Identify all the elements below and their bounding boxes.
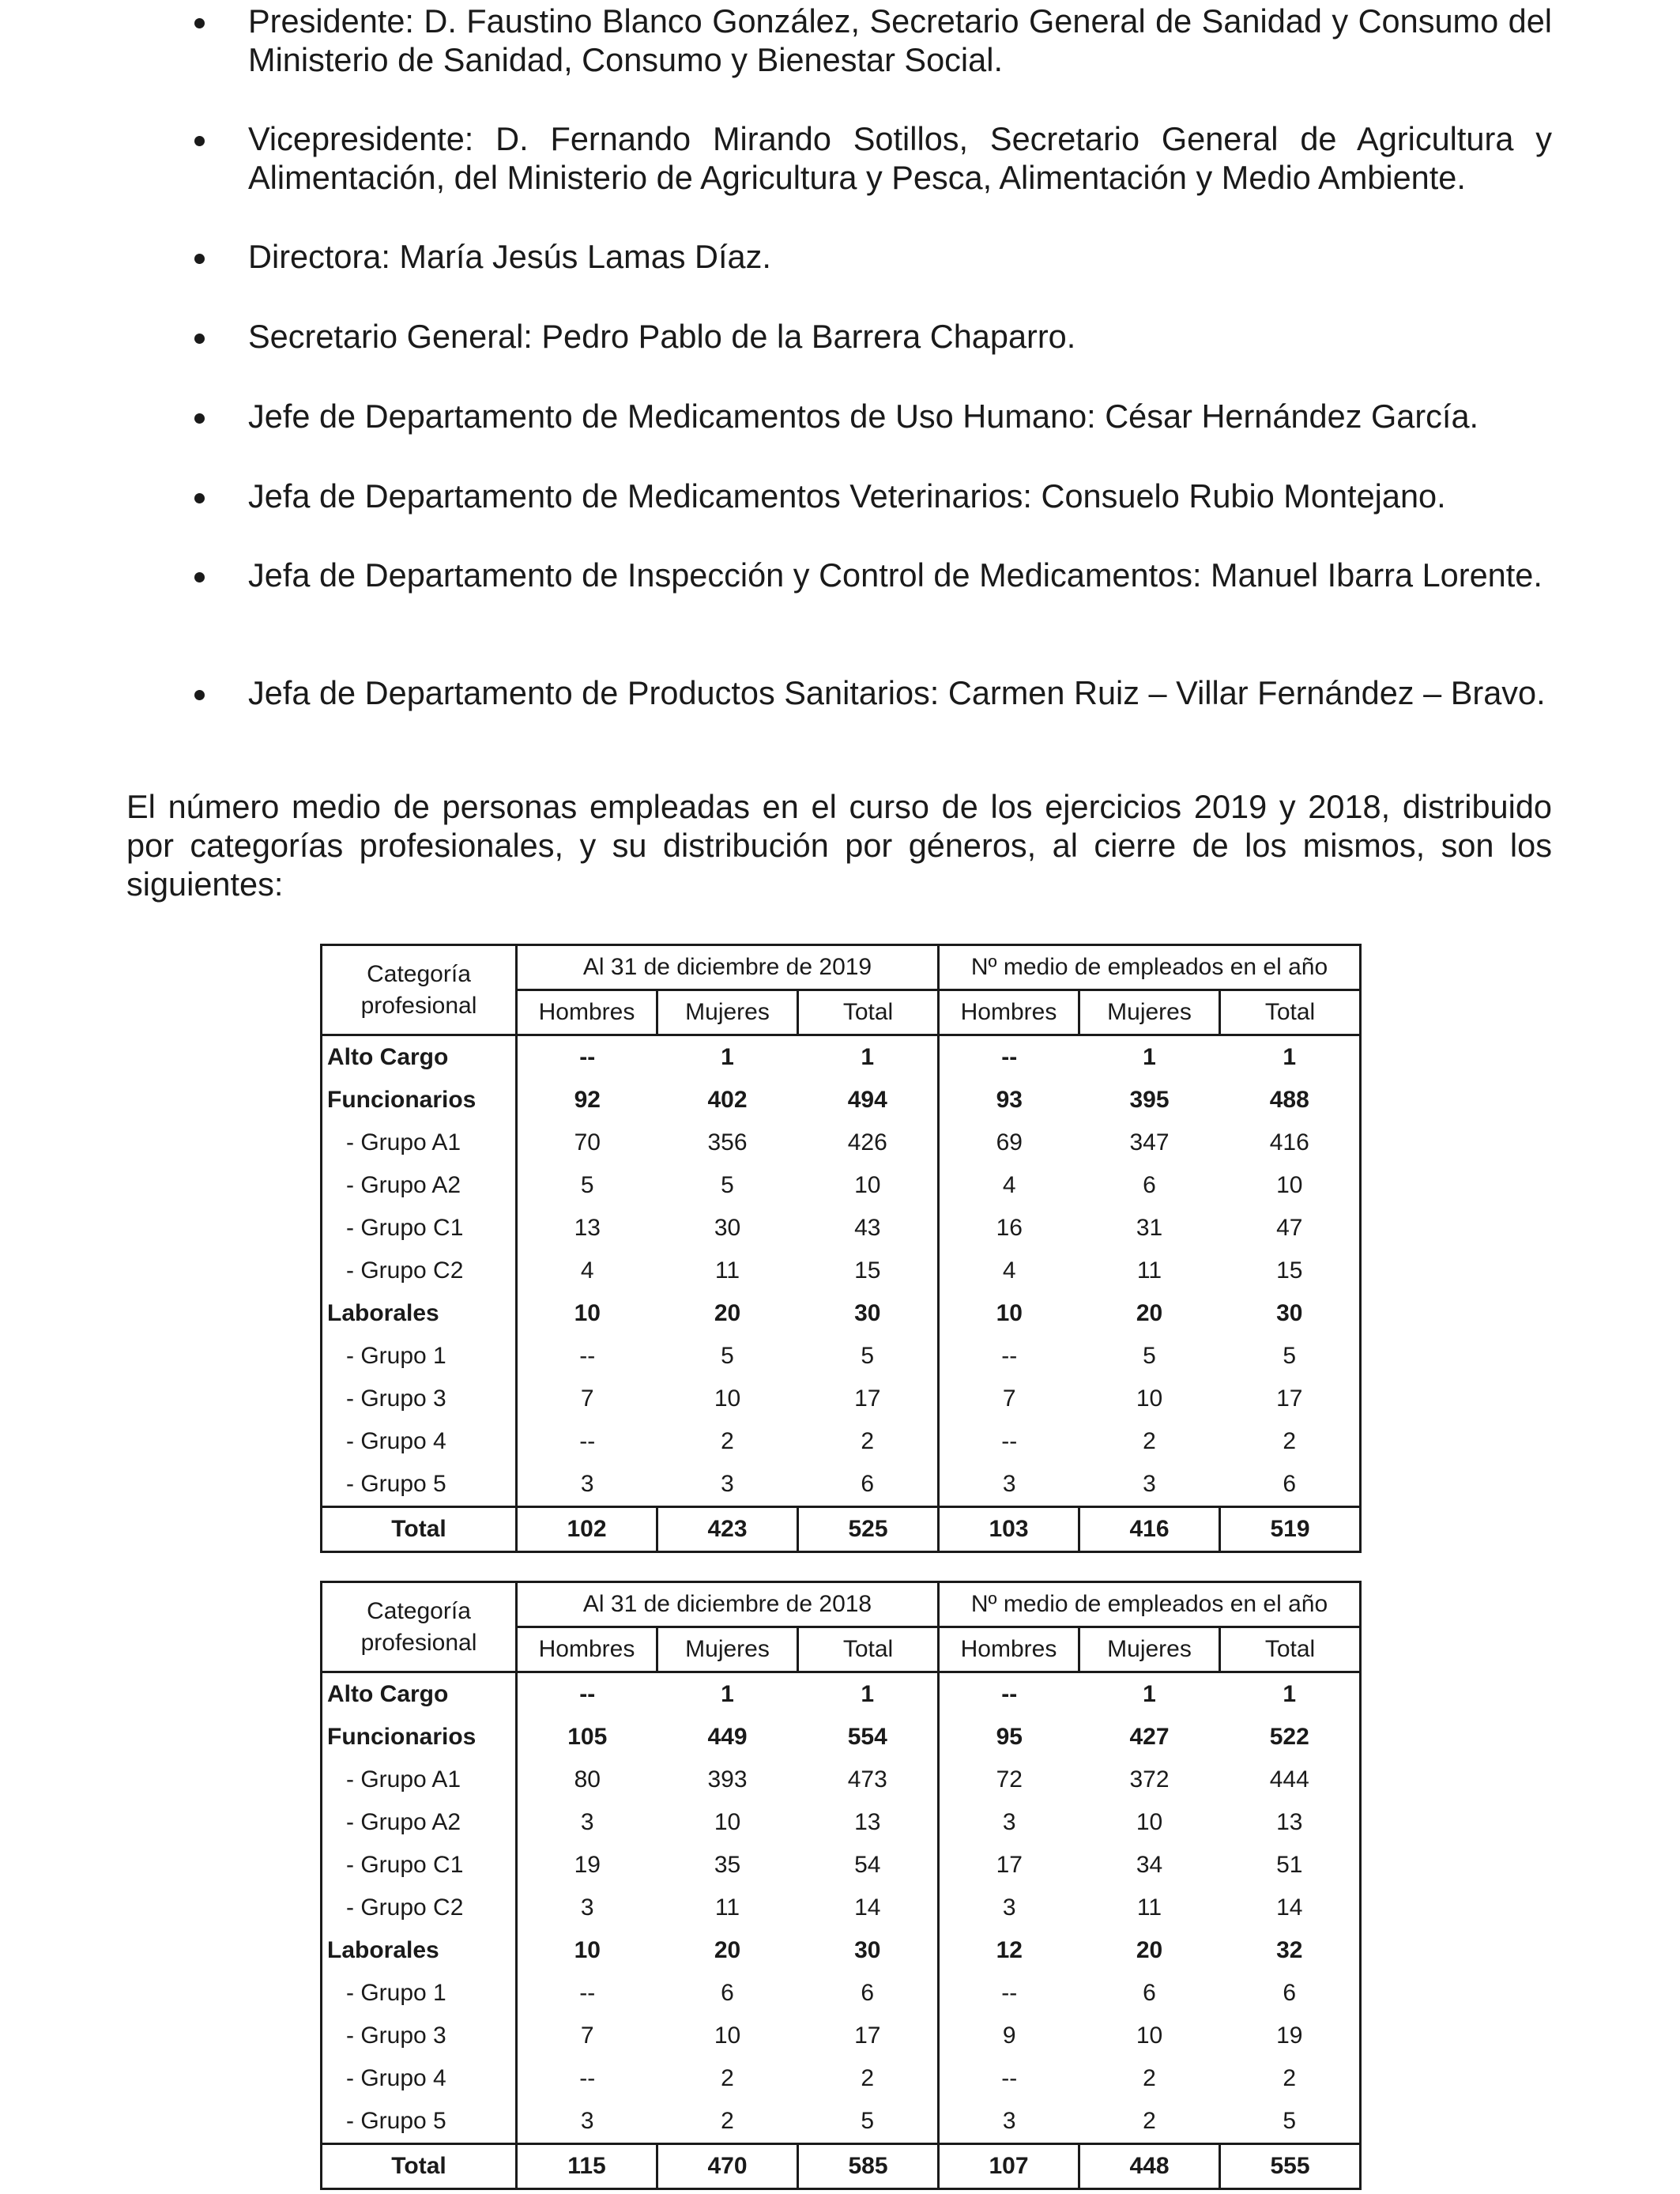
table-cell: 70 bbox=[574, 1129, 601, 1155]
table-cell: 95 bbox=[996, 1724, 1023, 1750]
table-row bbox=[322, 1420, 1361, 1463]
table-cell: -- bbox=[579, 2065, 596, 2091]
year-end-header: Al 31 de diciembre de 2019 bbox=[517, 945, 939, 990]
table-cell: 393 bbox=[707, 1766, 748, 1793]
table-cell: 554 bbox=[798, 1716, 939, 1759]
bullet-icon bbox=[194, 18, 205, 28]
row-label: - Grupo 3 bbox=[322, 2015, 517, 2057]
table-cell: 522 bbox=[1220, 1716, 1361, 1759]
row-label: - Grupo A1 bbox=[322, 1759, 517, 1801]
table-cell: 1 bbox=[1079, 1672, 1220, 1717]
table-cell: 4 bbox=[580, 1257, 594, 1284]
table-cell: 17 bbox=[798, 1378, 939, 1420]
table-cell: -- bbox=[1001, 1428, 1018, 1454]
table-cell: 426 bbox=[798, 1122, 939, 1164]
table-cell: -- bbox=[579, 1980, 596, 2006]
intro-paragraph: El número medio de personas empleadas en el curso de los ejercicios 2019 y 2018, distribuido por categorías profesionales, y su distribución por géneros, al cierre de los mismos, son los siguientes: bbox=[126, 788, 1552, 903]
table-cell: 5 bbox=[580, 1172, 594, 1198]
table-cell: 449 bbox=[707, 1724, 748, 1750]
list-item-text: Jefa de Departamento de Medicamentos Veterinarios: Consuelo Rubio Montejano. bbox=[248, 477, 1446, 515]
row-label: Laborales bbox=[322, 1292, 517, 1335]
bullet-icon bbox=[194, 690, 205, 700]
table-cell: 17 bbox=[996, 1852, 1023, 1878]
table-cell: 14 bbox=[1220, 1887, 1361, 1929]
row-label: - Grupo 5 bbox=[322, 2100, 517, 2144]
list-item-text: Vicepresidente: D. Fernando Mirando Sotillos, Secretario General de Agricultura y Alimentación, del Ministerio de Agricultura y Pesca, Alimentación y Medio Ambiente. bbox=[248, 120, 1552, 196]
total-cell: 102 bbox=[517, 1507, 657, 1552]
table-cell: 13 bbox=[574, 1215, 601, 1241]
table-row bbox=[322, 1716, 1361, 1759]
table-cell: 14 bbox=[798, 1887, 939, 1929]
table-cell: 32 bbox=[1220, 1929, 1361, 1972]
table-cell: 15 bbox=[1220, 1250, 1361, 1292]
table-row bbox=[322, 2100, 1361, 2144]
table-cell: 31 bbox=[1136, 1215, 1163, 1241]
table-row bbox=[322, 1164, 1361, 1207]
table-cell: 7 bbox=[580, 1385, 594, 1412]
table-cell: 10 bbox=[714, 1809, 741, 1835]
list-item-text: Directora: María Jesús Lamas Díaz. bbox=[248, 238, 771, 275]
column-header: Mujeres bbox=[657, 990, 798, 1035]
table-cell: 4 bbox=[1002, 1172, 1016, 1198]
table-cell: 7 bbox=[580, 2022, 594, 2049]
table-cell: -- bbox=[1001, 2065, 1018, 2091]
table-cell: 9 bbox=[1002, 2022, 1016, 2049]
table-cell: 12 bbox=[996, 1937, 1023, 1963]
category-header: Categoría profesional bbox=[322, 1582, 517, 1672]
list-item-text: Presidente: D. Faustino Blanco González, Secretario General de Sanidad y Consumo del Ministerio de Sanidad, Consumo y Bienestar Social. bbox=[248, 2, 1552, 78]
column-header: Hombres bbox=[517, 1627, 657, 1672]
table-row bbox=[322, 1887, 1361, 1929]
total-cell: 107 bbox=[939, 2144, 1079, 2189]
table-cell: 3 bbox=[1002, 2108, 1016, 2134]
table-cell: -- bbox=[579, 1343, 596, 1369]
table-cell: 6 bbox=[721, 1980, 734, 2006]
table-cell: 416 bbox=[1220, 1122, 1361, 1164]
table-cell: -- bbox=[579, 1428, 596, 1454]
table-cell: 11 bbox=[1136, 1257, 1162, 1284]
row-label: - Grupo 1 bbox=[322, 1972, 517, 2015]
row-label: - Grupo 5 bbox=[322, 1463, 517, 1507]
row-label: - Grupo 3 bbox=[322, 1378, 517, 1420]
table-cell: 372 bbox=[1129, 1766, 1170, 1793]
total-label: Total bbox=[322, 2144, 517, 2189]
table-cell: -- bbox=[939, 1672, 1079, 1717]
table-cell: 13 bbox=[1220, 1801, 1361, 1844]
bullet-icon bbox=[194, 493, 205, 503]
table-cell: 105 bbox=[567, 1724, 608, 1750]
table-cell: 10 bbox=[1220, 1164, 1361, 1207]
table-cell: 3 bbox=[580, 1894, 594, 1921]
table-cell: 3 bbox=[1143, 1471, 1156, 1497]
table-cell: 54 bbox=[798, 1844, 939, 1887]
table-cell: 72 bbox=[996, 1766, 1023, 1793]
total-cell: 423 bbox=[657, 1507, 798, 1552]
table-row bbox=[322, 1378, 1361, 1420]
total-cell: 525 bbox=[798, 1507, 939, 1552]
table-cell: 6 bbox=[798, 1972, 939, 2015]
table-cell: 11 bbox=[714, 1894, 740, 1921]
bullet-icon bbox=[194, 136, 205, 146]
total-cell: 519 bbox=[1220, 1507, 1361, 1552]
table-cell: 7 bbox=[1002, 1385, 1016, 1412]
total-cell: 103 bbox=[939, 1507, 1079, 1552]
table-cell: 5 bbox=[721, 1343, 734, 1369]
column-header: Total bbox=[1220, 990, 1361, 1035]
table-cell: 10 bbox=[1136, 1809, 1163, 1835]
table-cell: 19 bbox=[1220, 2015, 1361, 2057]
table-row bbox=[322, 1844, 1361, 1887]
table-cell: 20 bbox=[1136, 1937, 1163, 1963]
table-cell: 10 bbox=[1136, 1385, 1163, 1412]
table-row bbox=[322, 1079, 1361, 1122]
table-cell: 11 bbox=[714, 1257, 740, 1284]
table-row bbox=[322, 1035, 1361, 1080]
table-row bbox=[322, 1463, 1361, 1507]
category-header: Categoría profesional bbox=[322, 945, 517, 1035]
table-cell: 6 bbox=[1220, 1972, 1361, 2015]
row-label: - Grupo C2 bbox=[322, 1887, 517, 1929]
year-end-header: Al 31 de diciembre de 2018 bbox=[517, 1582, 939, 1627]
column-header: Hombres bbox=[939, 990, 1079, 1035]
list-item-text: Secretario General: Pedro Pablo de la Barrera Chaparro. bbox=[248, 318, 1076, 355]
column-header: Total bbox=[798, 990, 939, 1035]
table-cell: 10 bbox=[798, 1164, 939, 1207]
table-cell: 93 bbox=[996, 1087, 1023, 1113]
table-cell: 395 bbox=[1129, 1087, 1170, 1113]
average-header: Nº medio de empleados en el año bbox=[939, 1582, 1361, 1627]
table-cell: 356 bbox=[707, 1129, 748, 1155]
table-cell: 2 bbox=[798, 2057, 939, 2100]
table-cell: 5 bbox=[1220, 2100, 1361, 2144]
table-cell: 3 bbox=[721, 1471, 734, 1497]
table-cell: 2 bbox=[721, 2065, 734, 2091]
table-cell: 69 bbox=[996, 1129, 1023, 1155]
table-cell: 2 bbox=[1143, 1428, 1156, 1454]
table-cell: 10 bbox=[714, 1385, 741, 1412]
bullet-icon bbox=[194, 572, 205, 582]
table-cell: 1 bbox=[657, 1035, 798, 1080]
employees-table-2019 bbox=[320, 944, 1362, 1553]
table-cell: 4 bbox=[1002, 1257, 1016, 1284]
table-cell: 494 bbox=[798, 1079, 939, 1122]
table-cell: 43 bbox=[798, 1207, 939, 1250]
employees-table-2018 bbox=[320, 1581, 1362, 2190]
table-row bbox=[322, 2057, 1361, 2100]
table-cell: 5 bbox=[1220, 1335, 1361, 1378]
bullet-icon bbox=[194, 413, 205, 424]
list-item-text: Jefa de Departamento de Inspección y Control de Medicamentos: Manuel Ibarra Lorente. bbox=[248, 556, 1543, 594]
table-cell: 16 bbox=[996, 1215, 1023, 1241]
table-cell: 444 bbox=[1220, 1759, 1361, 1801]
total-row bbox=[322, 1507, 1361, 1552]
table-cell: 6 bbox=[1143, 1172, 1156, 1198]
table-cell: 6 bbox=[1220, 1463, 1361, 1507]
row-label: Funcionarios bbox=[322, 1079, 517, 1122]
table-cell: 2 bbox=[721, 2108, 734, 2134]
average-header: Nº medio de empleados en el año bbox=[939, 945, 1361, 990]
table-cell: 20 bbox=[714, 1300, 741, 1326]
table-cell: 2 bbox=[798, 1420, 939, 1463]
table-cell: 35 bbox=[714, 1852, 741, 1878]
table-cell: 2 bbox=[1220, 1420, 1361, 1463]
table-cell: 1 bbox=[1220, 1672, 1361, 1717]
table-row bbox=[322, 1972, 1361, 2015]
table-cell: 347 bbox=[1129, 1129, 1170, 1155]
row-label: - Grupo 4 bbox=[322, 1420, 517, 1463]
row-label: - Grupo C1 bbox=[322, 1844, 517, 1887]
table-cell: 1 bbox=[1079, 1035, 1220, 1080]
row-label: - Grupo C1 bbox=[322, 1207, 517, 1250]
table-cell: 30 bbox=[1220, 1292, 1361, 1335]
table-cell: 17 bbox=[1220, 1378, 1361, 1420]
table-row bbox=[322, 1250, 1361, 1292]
table-cell: 5 bbox=[798, 1335, 939, 1378]
table-row bbox=[322, 2015, 1361, 2057]
table-cell: -- bbox=[517, 1672, 657, 1717]
row-label: - Grupo A1 bbox=[322, 1122, 517, 1164]
row-label: Laborales bbox=[322, 1929, 517, 1972]
table-cell: 1 bbox=[657, 1672, 798, 1717]
total-cell: 115 bbox=[517, 2144, 657, 2189]
total-cell: 416 bbox=[1079, 1507, 1220, 1552]
table-cell: 10 bbox=[574, 1300, 601, 1326]
table-cell: 17 bbox=[798, 2015, 939, 2057]
table-cell: 47 bbox=[1220, 1207, 1361, 1250]
table-cell: 10 bbox=[574, 1937, 601, 1963]
table-cell: 1 bbox=[1220, 1035, 1361, 1080]
table-cell: 3 bbox=[1002, 1809, 1016, 1835]
table-cell: 30 bbox=[798, 1929, 939, 1972]
table-cell: -- bbox=[939, 1035, 1079, 1080]
row-label: Alto Cargo bbox=[322, 1672, 517, 1717]
table-row bbox=[322, 1672, 1361, 1717]
bullet-icon bbox=[194, 254, 205, 264]
total-cell: 448 bbox=[1079, 2144, 1220, 2189]
table-cell: 427 bbox=[1129, 1724, 1170, 1750]
table-row bbox=[322, 1801, 1361, 1844]
row-label: - Grupo A2 bbox=[322, 1164, 517, 1207]
table-cell: 1 bbox=[798, 1672, 939, 1717]
table-cell: 3 bbox=[580, 2108, 594, 2134]
table-cell: 2 bbox=[721, 1428, 734, 1454]
column-header: Hombres bbox=[939, 1627, 1079, 1672]
list-item-text: Jefa de Departamento de Productos Sanitarios: Carmen Ruiz – Villar Fernández – Bravo. bbox=[248, 674, 1546, 711]
row-label: - Grupo 1 bbox=[322, 1335, 517, 1378]
table-cell: 5 bbox=[798, 2100, 939, 2144]
total-cell: 585 bbox=[798, 2144, 939, 2189]
table-cell: 473 bbox=[798, 1759, 939, 1801]
table-cell: 80 bbox=[574, 1766, 601, 1793]
table-cell: 13 bbox=[798, 1801, 939, 1844]
table-cell: 30 bbox=[714, 1215, 741, 1241]
bullet-icon bbox=[194, 334, 205, 344]
table-cell: -- bbox=[1001, 1343, 1018, 1369]
table-cell: 1 bbox=[798, 1035, 939, 1080]
column-header: Mujeres bbox=[1079, 1627, 1220, 1672]
table-cell: 20 bbox=[1136, 1300, 1163, 1326]
table-cell: 34 bbox=[1136, 1852, 1163, 1878]
table-cell: 19 bbox=[574, 1852, 601, 1878]
table-cell: 11 bbox=[1136, 1894, 1162, 1921]
table-cell: -- bbox=[517, 1035, 657, 1080]
table-row bbox=[322, 1292, 1361, 1335]
table-cell: 15 bbox=[798, 1250, 939, 1292]
table-cell: 3 bbox=[580, 1809, 594, 1835]
row-label: Funcionarios bbox=[322, 1716, 517, 1759]
table-cell: 402 bbox=[707, 1087, 748, 1113]
row-label: - Grupo 4 bbox=[322, 2057, 517, 2100]
total-cell: 470 bbox=[657, 2144, 798, 2189]
table-row bbox=[322, 1929, 1361, 1972]
table-cell: 3 bbox=[580, 1471, 594, 1497]
list-item-text: Jefe de Departamento de Medicamentos de Uso Humano: César Hernández García. bbox=[248, 398, 1479, 435]
column-header: Total bbox=[798, 1627, 939, 1672]
table-cell: 20 bbox=[714, 1937, 741, 1963]
table-row bbox=[322, 1759, 1361, 1801]
total-cell: 555 bbox=[1220, 2144, 1361, 2189]
column-header: Total bbox=[1220, 1627, 1361, 1672]
table-cell: 3 bbox=[1002, 1471, 1016, 1497]
table-cell: 10 bbox=[1136, 2022, 1163, 2049]
table-cell: 488 bbox=[1220, 1079, 1361, 1122]
row-label: - Grupo C2 bbox=[322, 1250, 517, 1292]
table-cell: 3 bbox=[1002, 1894, 1016, 1921]
table-cell: 10 bbox=[714, 2022, 741, 2049]
table-cell: 30 bbox=[798, 1292, 939, 1335]
total-label: Total bbox=[322, 1507, 517, 1552]
table-cell: 2 bbox=[1143, 2065, 1156, 2091]
table-row bbox=[322, 1122, 1361, 1164]
total-row bbox=[322, 2144, 1361, 2189]
table-cell: 5 bbox=[721, 1172, 734, 1198]
table-cell: 51 bbox=[1220, 1844, 1361, 1887]
column-header: Mujeres bbox=[1079, 990, 1220, 1035]
row-label: - Grupo A2 bbox=[322, 1801, 517, 1844]
table-cell: 2 bbox=[1143, 2108, 1156, 2134]
table-cell: 10 bbox=[996, 1300, 1023, 1326]
table-cell: 5 bbox=[1143, 1343, 1156, 1369]
column-header: Hombres bbox=[517, 990, 657, 1035]
row-label: Alto Cargo bbox=[322, 1035, 517, 1080]
table-cell: 92 bbox=[574, 1087, 601, 1113]
column-header: Mujeres bbox=[657, 1627, 798, 1672]
table-cell: 2 bbox=[1220, 2057, 1361, 2100]
table-cell: 6 bbox=[798, 1463, 939, 1507]
table-cell: -- bbox=[1001, 1980, 1018, 2006]
table-row bbox=[322, 1207, 1361, 1250]
table-row bbox=[322, 1335, 1361, 1378]
table-cell: 6 bbox=[1143, 1980, 1156, 2006]
